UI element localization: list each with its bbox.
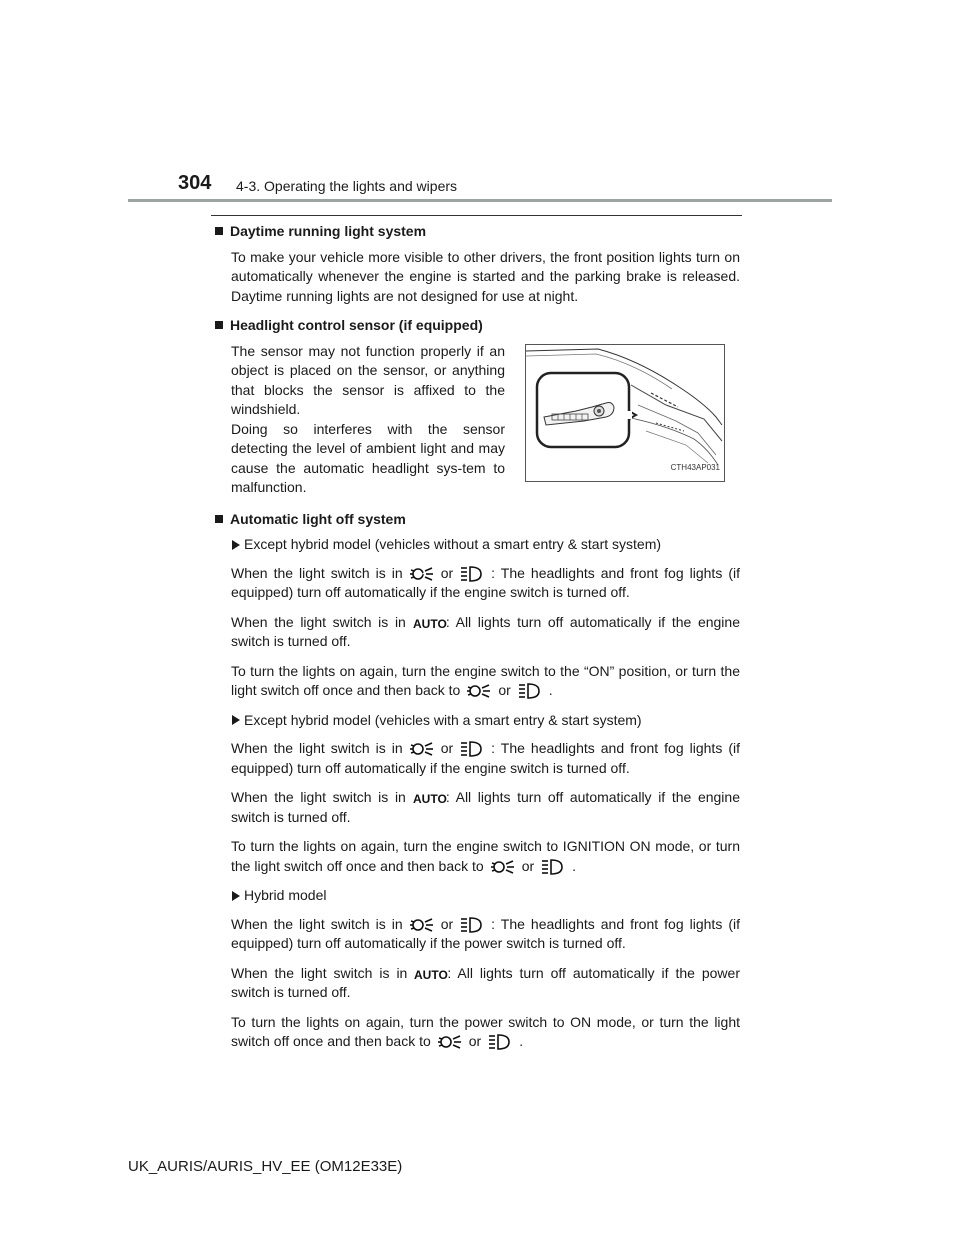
bullet-square-icon — [215, 227, 223, 235]
sensor-text — [231, 342, 505, 498]
triangle-bullet-icon — [232, 540, 240, 550]
headlight-icon — [540, 858, 566, 876]
auto-off-heading — [214, 510, 740, 530]
paragraph: When the light switch is in AUTO : All lights turn off automatically if the power switch is turned off. — [231, 964, 740, 1000]
auto-icon — [413, 967, 449, 982]
paragraph: When the light switch is in AUTO : All lights turn off automatically if the engine switch is turned off. — [231, 789, 740, 825]
bullet-square-icon — [215, 515, 223, 523]
paragraph: To turn the lights on again, turn the power switch to ON mode, or turn the light switch off once and then back to or . — [231, 1013, 740, 1052]
sensor-paragraph-1: The sensor may not function properly if an object is placed on the sensor, or anything that blocks the sensor is affixed to the windshield. — [231, 342, 505, 417]
auto-off-heading-text: Automatic light off system — [230, 510, 406, 527]
auto-icon — [412, 616, 447, 631]
svg-text:AUTO: AUTO — [414, 967, 449, 982]
sensor-heading — [214, 316, 740, 336]
subsection-title: Except hybrid model (vehicles without a smart entry & start system) — [231, 535, 740, 555]
paragraph: When the light switch is in or : The headlights and front fog lights (if equipped) turn off automatically if the engine switch is turned off. — [231, 740, 740, 776]
sensor-figure — [525, 344, 725, 482]
bullet-square-icon — [215, 321, 223, 329]
subsection-title: Hybrid model — [231, 886, 740, 906]
paragraph: When the light switch is in or : The headlights and front fog lights (if equipped) turn off automatically if the power switch is turned off. — [231, 915, 740, 951]
tail-lamp-icon — [409, 916, 435, 934]
paragraph: To turn the lights on again, turn the engine switch to IGNITION ON mode, or turn the light switch off once and then back to or . — [231, 837, 740, 876]
page-content — [214, 222, 740, 1062]
header-rule — [128, 199, 832, 202]
tail-lamp-icon — [466, 682, 492, 700]
tail-lamp-icon — [409, 740, 435, 758]
headlight-icon — [459, 916, 485, 934]
drl-paragraph: To make your vehicle more visible to other drivers, the front position lights turn on automatically whenever the engine is started and the parking brake is released. Daytime running lights are not designed for use at night. — [231, 248, 740, 304]
section-rule — [211, 215, 742, 216]
paragraph: When the light switch is in or : The headlights and front fog lights (if equipped) turn off automatically if the engine switch is turned off. — [231, 564, 740, 600]
tail-lamp-icon — [437, 1033, 463, 1051]
svg-text:AUTO: AUTO — [412, 616, 447, 631]
sensor-paragraph-2: Doing so interferes with the sensor detecting the level of ambient light and may cause the automatic headlight sys-tem to malfunction. — [231, 420, 505, 495]
document-code: UK_AURIS/AURIS_HV_EE (OM12E33E) — [128, 1158, 403, 1175]
headlight-icon — [487, 1033, 513, 1051]
tail-lamp-icon — [490, 858, 516, 876]
tail-lamp-icon — [409, 565, 435, 583]
drl-heading — [214, 222, 740, 242]
headlight-icon — [459, 565, 485, 583]
svg-text:AUTO: AUTO — [412, 792, 447, 807]
subsection-title: Except hybrid model (vehicles with a smart entry & start system) — [231, 711, 740, 731]
chapter-title: 4-3. Operating the lights and wipers — [236, 178, 458, 194]
sensor-block — [231, 342, 740, 498]
triangle-bullet-icon — [232, 715, 240, 725]
headlight-icon — [459, 740, 485, 758]
triangle-bullet-icon — [232, 891, 240, 901]
headlight-icon — [517, 682, 543, 700]
figure-code: CTH43AP031 — [670, 463, 720, 472]
auto-icon — [412, 791, 447, 807]
drl-heading-text: Daytime running light system — [230, 223, 427, 239]
sensor-heading-text: Headlight control sensor (if equipped) — [230, 317, 483, 333]
paragraph: When the light switch is in AUTO : All lights turn off automatically if the engine switch is turned off. — [231, 613, 740, 649]
page-number: 304 — [178, 172, 212, 194]
paragraph: To turn the lights on again, turn the engine switch to the “ON” position, or turn the light switch off once and then back to or . — [231, 662, 740, 701]
